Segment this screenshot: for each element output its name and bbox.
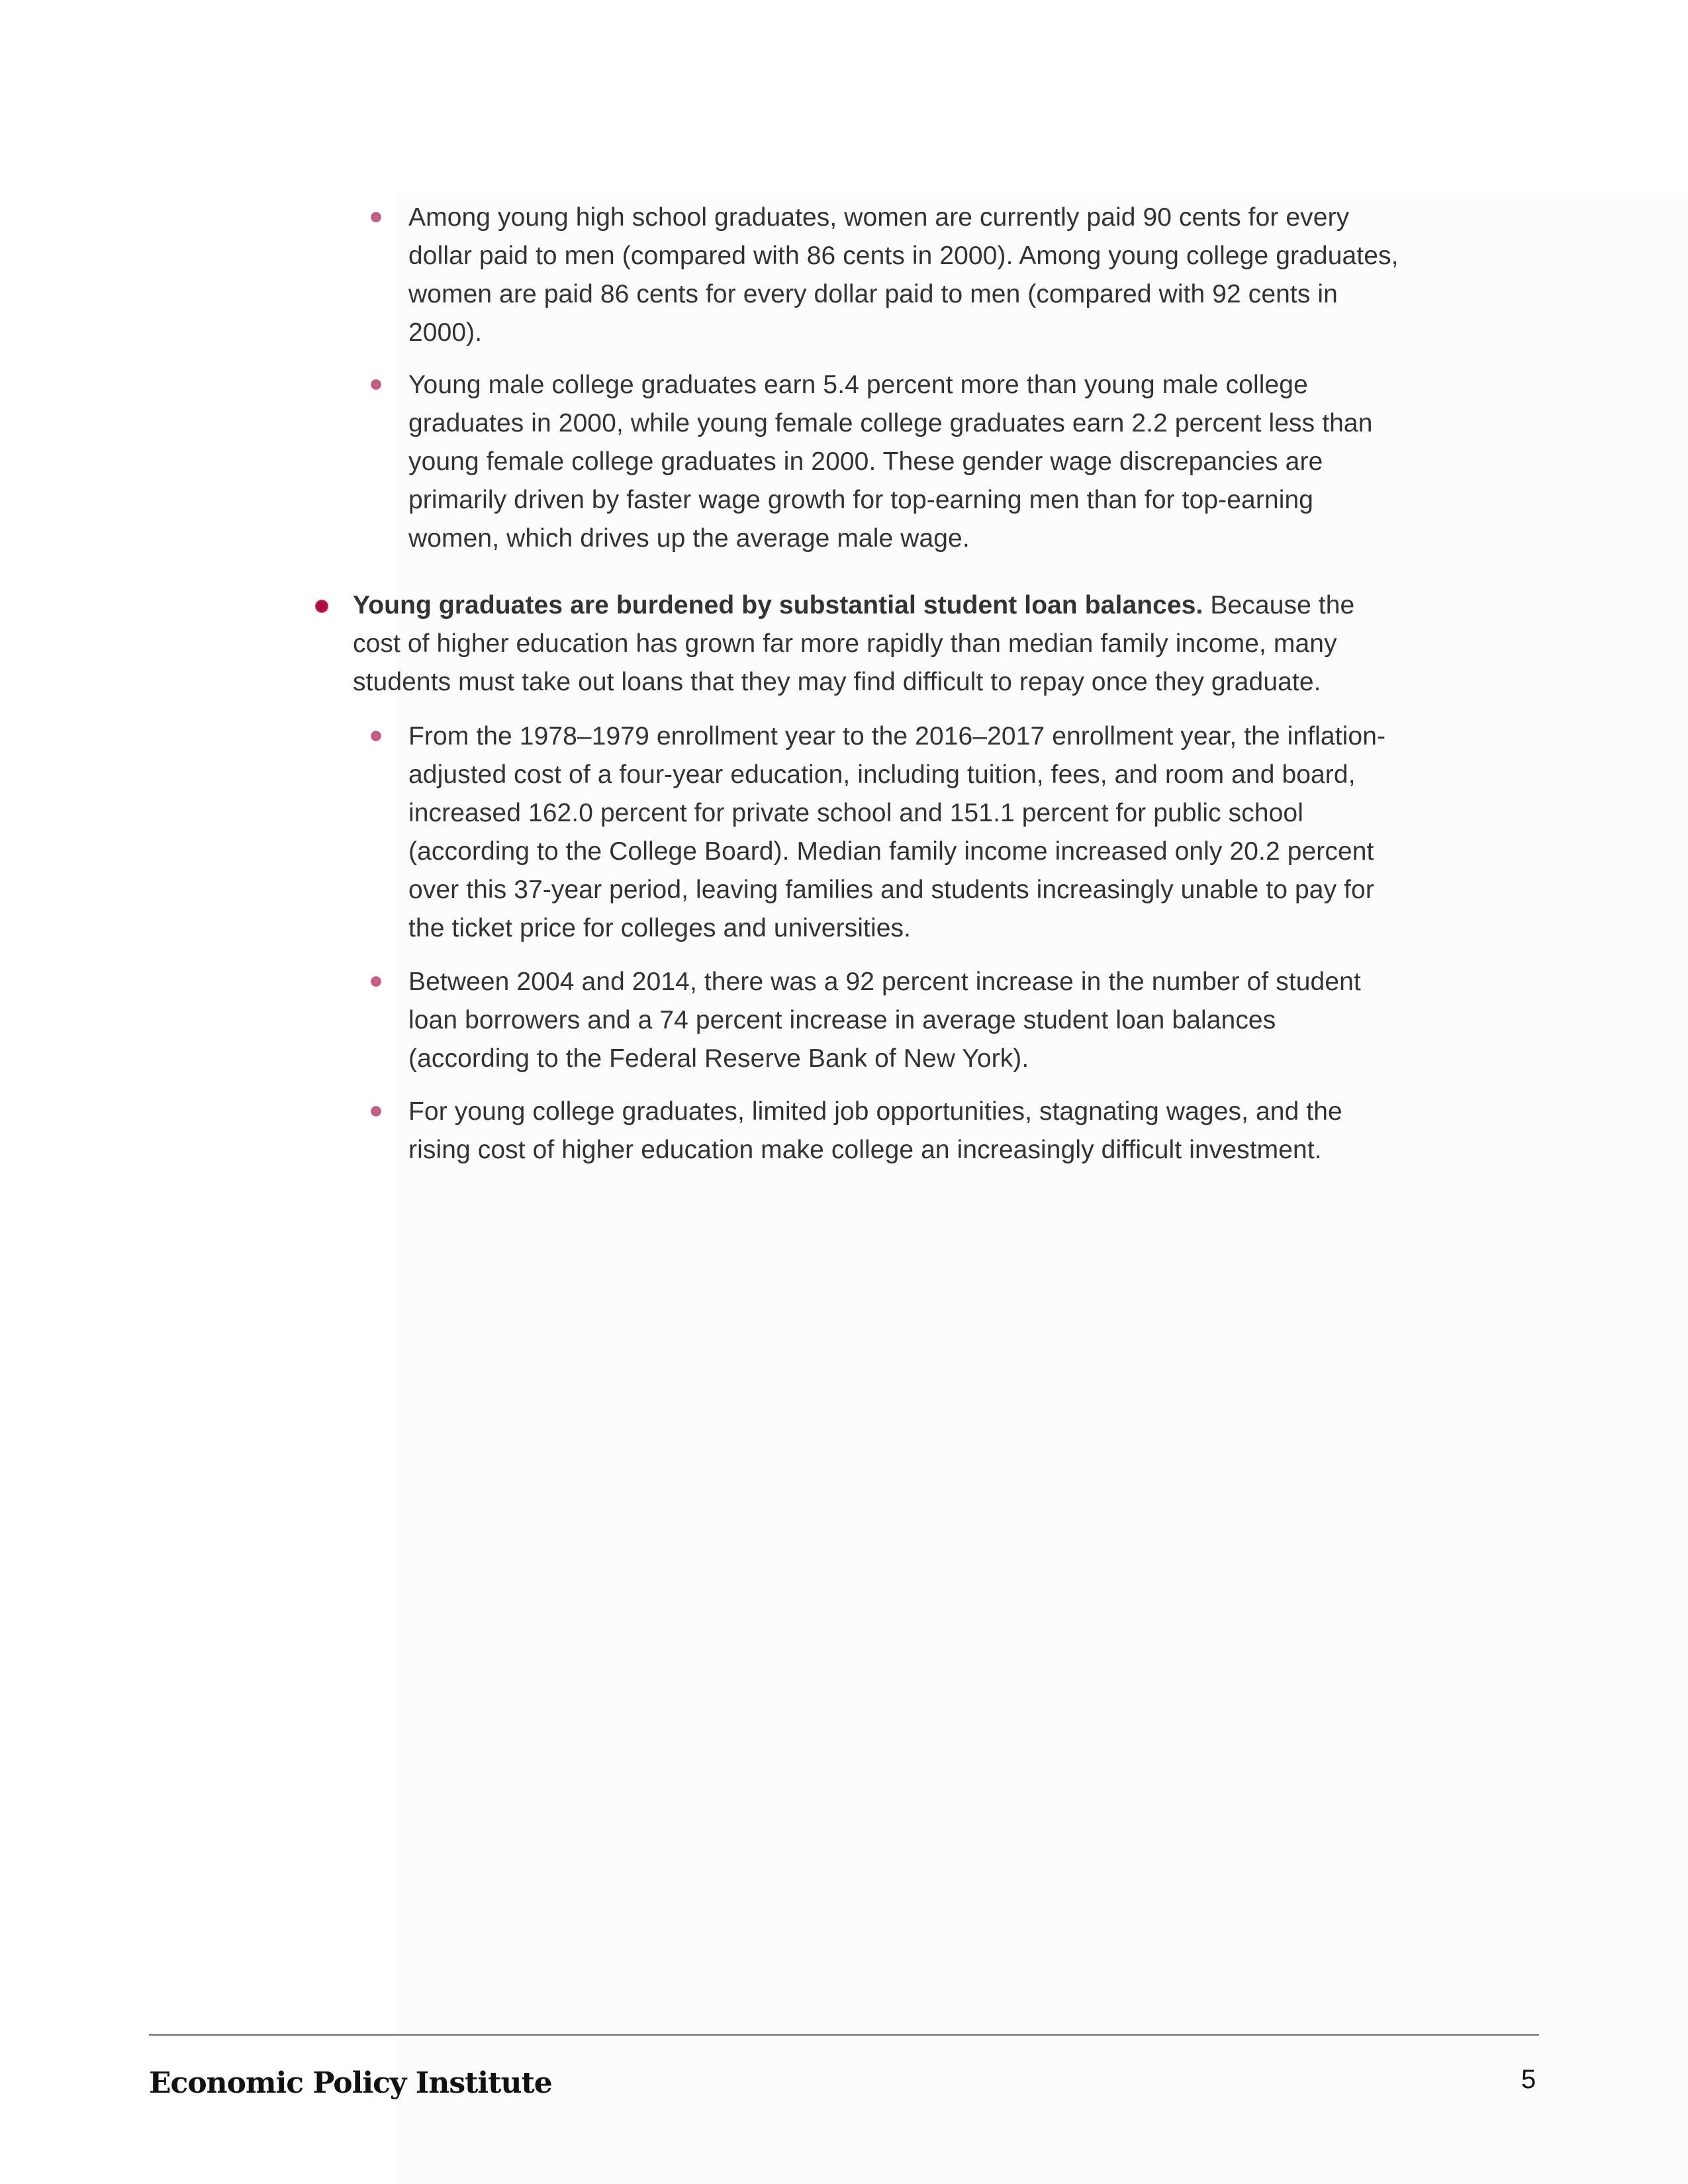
sub-bullet-text: Among young high school graduates, women are currently paid 90 cents for every dollar paid to men (compared with 86 cents in 2000). Among young college graduates, women are paid 86 cents for every dollar paid to men (compared with 92 cents in 2000). xyxy=(408,203,1399,347)
sub-bullet-text: For young college graduates, limited job opportunities, stagnating wages, and the rising cost of higher education make college an increasingly difficult investment. xyxy=(408,1097,1342,1164)
main-bullet-text xyxy=(353,586,1405,702)
sub-bullet-item xyxy=(408,366,1401,558)
main-bullet-item xyxy=(353,586,1405,702)
sub-bullet-icon xyxy=(371,379,381,390)
sub-bullet-icon xyxy=(371,212,381,222)
sub-bullet-icon xyxy=(371,1106,381,1116)
sub-bullet-item xyxy=(408,199,1401,352)
main-bullet-icon xyxy=(315,600,328,613)
footer-organization-name: Economic Policy Institute xyxy=(149,2066,552,2100)
page-number: 5 xyxy=(1521,2065,1536,2094)
main-bullet-body: Because the cost of higher education has grown far more rapidly than median family income, many students must take out loans that they may find difficult to repay once they graduate. xyxy=(353,591,1355,696)
sub-bullet-item xyxy=(408,963,1401,1078)
sub-bullet-text: From the 1978–1979 enrollment year to the 2016–2017 enrollment year, the inflation-adjusted cost of a four-year education, including tuition, fees, and room and board, increased 162.0 percent for private school and 151.1 percent for public school (according to the College Board). Median family income increased only 20.2 percent over this 37-year period, leaving families and students increasingly unable to pay for the ticket price for colleges and universities. xyxy=(408,722,1386,942)
footer-divider xyxy=(149,2034,1539,2036)
main-bullet-heading: Young graduates are burdened by substantial student loan balances. xyxy=(353,591,1203,619)
sub-bullet-item xyxy=(408,1093,1401,1169)
sub-bullet-item xyxy=(408,717,1401,948)
sub-bullet-text: Between 2004 and 2014, there was a 92 percent increase in the number of student loan borrowers and a 74 percent increase in average student loan balances (according to the Federal Reserve Bank of New York). xyxy=(408,968,1361,1073)
sub-bullet-icon xyxy=(371,731,381,741)
sub-bullet-icon xyxy=(371,976,381,987)
sub-bullet-text: Young male college graduates earn 5.4 percent more than young male college graduates in 2000, while young female college graduates earn 2.2 percent less than young female college graduates in 2000. These gender wage discrepancies are primarily driven by faster wage growth for top-earning men than for top-earning women, which drives up the average male wage. xyxy=(408,371,1373,553)
